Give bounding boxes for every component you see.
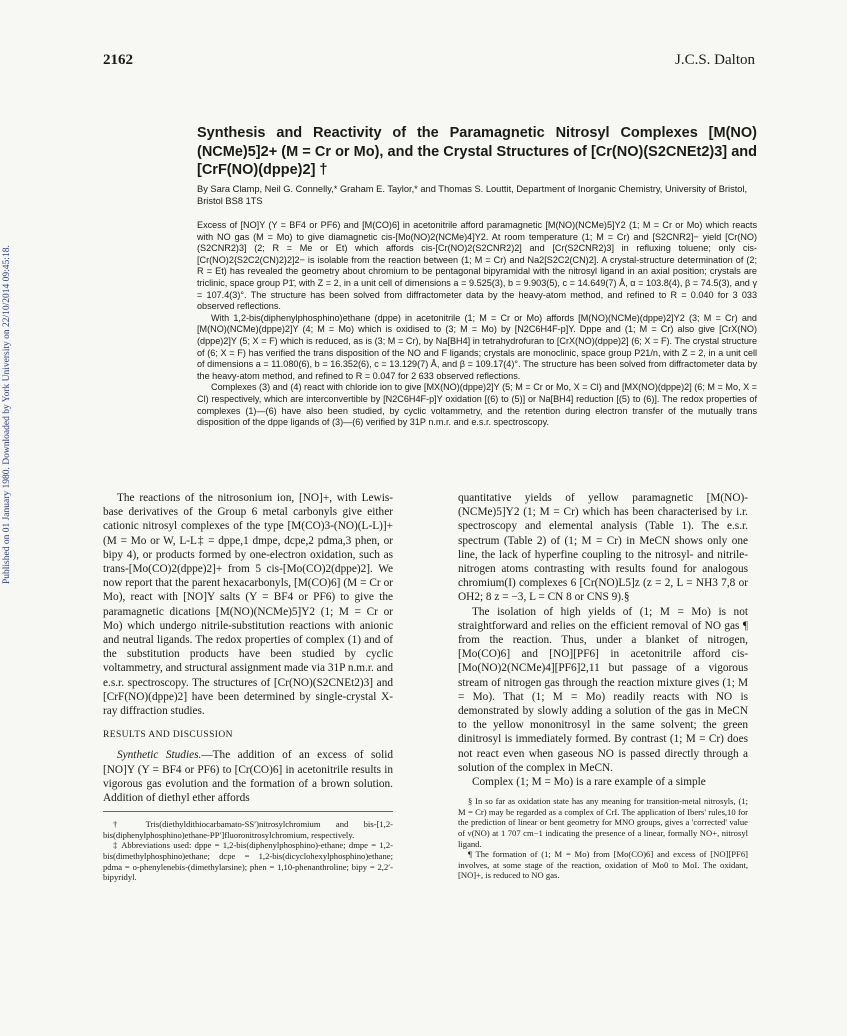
abstract <box>197 220 757 429</box>
footnote: † Tris(diethyldithiocarbamato-SS′)nitrosylchromium and bis-[1,2-bis(diphenylphosphino)ethane-PP′]fluoronitrosylchromium, respectively. <box>103 819 393 840</box>
journal-name: J.C.S. Dalton <box>674 52 755 68</box>
abstract-paragraph: With 1,2-bis(diphenylphosphino)ethane (dppe) in acetonitrile (1; M = Cr or Mo) affords [M(NO)(NCMe)(dppe)2]Y2 (3; M = Cr) and [M(NO)(NCMe)(dppe)2]Y (4; M = Mo) which is oxidised to (3; M = Mo) by [N2C6H4F-p]Y. Dppe and (1; M = Cr) also give [CrX(NO)(dppe)2]Y (5; X = F) which is reduced, as is (3; M = Cr), by Na[BH4] in tetrahydrofuran to [CrX(NO)(dppe)2] (6; X = F). The crystal structure of (6; X = F) has verified the trans disposition of the NO and F ligands; crystals are monoclinic, space group P21/n, with Z = 2, in a unit cell of dimensions a = 11.080(6), b = 16.352(6), c = 13.129(7) Å, and β = 109.17(4)°. The structure has been solved from diffractometer data by the heavy-atom method, and refined to R = 0.047 for 2 633 observed reflections. <box>197 312 757 381</box>
subsection-label: Synthetic Studies. <box>117 749 202 762</box>
right-column <box>458 491 748 881</box>
abstract-paragraph: Complexes (3) and (4) react with chloride ion to give [MX(NO)(dppe)2]Y (5; M = Cr or Mo, X = Cl) and [MX(NO)(dppe)2] (6; M = Mo, X = Cl) respectively, which are interconvertible by [N2C6H4F-p]Y oxidation [(6) to (5)] or Na[BH4] reduction [(5) to (6)]. The redox properties of complexes (1)—(6) have also been studied, by cyclic voltammetry, and the retention during electron transfer of the mutually trans disposition of the dppe ligands of (3)—(6) verified by 31P n.m.r. and e.s.r. spectroscopy. <box>197 382 757 428</box>
article-title: Synthesis and Reactivity of the Paramagnetic Nitrosyl Complexes [M(NO)(NCMe)5]2+ (M = Cr or Mo), and the Crystal Structures of [Cr(NO)(S2CNEt2)3] and [CrF(NO)(dppe)2] † <box>197 125 757 178</box>
download-watermark: Published on 01 January 1980. Downloaded by York University on 22/10/2014 09:45:18. <box>2 245 12 585</box>
body-paragraph: Complex (1; M = Mo) is a rare example of a simple <box>472 776 706 789</box>
footnote: ¶ The formation of (1; M = Mo) from [Mo(CO)6] and excess of [NO][PF6] involves, at some stage of the reaction, oxidation of Mo0 to MoI. The oxidant, [NO]+, is reduced to NO gas. <box>458 849 748 881</box>
body-paragraph: quantitative yields of yellow paramagnetic [M(NO)-(NCMe)5]Y2 (1; M = Cr) which has been characterised by i.r. spectroscopy and elemental analysis (Table 1). The e.s.r. spectrum (Table 2) of (1; M = Cr) in MeCN shows only one line, the lack of hyperfine coupling to the nitrosyl- and nitrile-nitrogen atoms contrasting with results found for analogous chromium(I) complexes 6 [Cr(NO)L5]z (z = 2, L = NH3 7,8 or OH2; 8 z = −3, L = CN 8 or CNS 9).§ <box>458 492 748 604</box>
footnotes-right <box>458 796 748 881</box>
author-affiliation: By Sara Clamp, Neil G. Connelly,* Graham E. Taylor,* and Thomas S. Louttit, Department of Inorganic Chemistry, University of Bristol, Bristol BS8 1TS <box>197 184 748 206</box>
body-paragraph: The isolation of high yields of (1; M = Mo) is not straightforward and relies on the efficient removal of NO gas ¶ from the reaction. Thus, under a blanket of nitrogen, [Mo(CO)6] and [NO][PF6] in acetonitrile afford cis-[Mo(NO)2(NCMe)4][PF6]2,11 but passage of a vigorous stream of nitrogen gas through the reaction mixture gives (1; M = Mo). That (1; M = Mo) readily reacts with NO is demonstrated by slowly adding a solution of the gas in MeCN to the yellow mononitrosyl in the same solvent; the green dinitrosyl is immediately formed. By contrast (1; M = Cr) does not react even when gaseous NO is passed directly through a solution of the complex in MeCN. <box>458 605 748 774</box>
footnote-divider <box>103 811 393 812</box>
footnote: ‡ Abbreviations used: dppe = 1,2-bis(diphenylphosphino)-ethane; dmpe = 1,2-bis(dimethylphosphino)ethane; dcpe = 1,2-bis(dicyclohexylphosphino)ethane; pdma = o-phenylenebis-(dimethylarsine); phen = 1,10-phenanthroline; bipy = 2,2′-bipyridyl. <box>103 840 393 883</box>
abstract-paragraph: Excess of [NO]Y (Y = BF4 or PF6) and [M(CO)6] in acetonitrile afford paramagnetic [M(NO)(NCMe)5]Y2 (1; M = Cr or Mo) which reacts with NO gas (M = Mo) to give diamagnetic cis-[Mo(NO)2(NCMe)4]Y2. At room temperature (1; M = Cr) and [S2CNR2]− yield [Cr(NO)(S2CNR2)3] (2; R = Me or Et) which affords cis-[Cr(NO)2(S2CNR2)2] and [Cr(S2CNR2)3] in refluxing toluene; only cis-[Cr(NO)2{S2C2(CN)2}2]2− is isolable from the reaction between (1; M = Cr) and Na2[S2C2(CN)2]. A crystal-structure determination of (2; R = Et) has revealed the geometry about chromium to be pentagonal bipyramidal with the nitrosyl ligand in an axial position; crystals are triclinic, space group P1̄, with Z = 2, in a unit cell of dimensions a = 9.525(3), b = 9.903(5), c = 14.649(7) Å, α = 103.8(4), β = 74.5(3), and γ = 107.4(3)°. The structure has been solved from diffractometer data by the heavy-atom method, and refined to R = 0.040 for 3 033 observed reflections. <box>197 220 757 312</box>
section-heading: RESULTS AND DISCUSSION <box>103 730 233 741</box>
subsection-text: —The addition of an excess of solid [NO]Y (Y = BF4 or PF6) to [Cr(CO)6] in acetonitrile results in vigorous gas evolution and the formation of a brown solution. Addition of diethyl ether affords <box>103 749 393 805</box>
introduction-paragraph: The reactions of the nitrosonium ion, [NO]+, with Lewis-base derivatives of the Group 6 metal carbonyls give either cationic nitrosyl complexes of the type [M(CO)3-(NO)(L-L)]+ (M = Mo or W, L-L‡ = dppe,1 dmpe, dcpe,2 pdma,3 phen, or bipy 4), or products formed by one-electron oxidation, such as trans-[Mo(CO)2(dppe)2]+ from 5 cis-[Mo(CO)2(dppe)2]. We now report that the parent hexacarbonyls, [M(CO)6] (M = Cr or Mo), react with [NO]Y salts (Y = BF4 or PF6) to give the paramagnetic dications [M(NO)(NCMe)5]Y2 (1; M = Cr or Mo) which undergo nitrile-substitution reactions with anionic and neutral ligands. The redox properties of complex (1) and of the substitution products have been studied by cyclic voltammetry, and structural assignment made via 31P n.m.r. and e.s.r. spectroscopy. The structures of [Cr(NO)(S2CNEt2)3] and [CrF(NO)(dppe)2] have been determined by single-crystal X-ray diffraction studies. <box>103 492 393 718</box>
footnote: § In so far as oxidation state has any meaning for transition-metal nitrosyls, (1; M = Cr) may be regarded as a complex of CrI. The application of Ibers' rules,10 for the prediction of linear or bent geometry for MNO groups, gives a 'corrected' value of ν(NO) at 1 707 cm−1 indicating the presence of a linear, formally NO+, nitrosyl ligand. <box>458 796 748 849</box>
synthetic-studies-paragraph <box>103 748 393 805</box>
page-number: 2162 <box>103 52 133 68</box>
footnotes-left <box>103 819 393 883</box>
left-column <box>103 491 393 883</box>
